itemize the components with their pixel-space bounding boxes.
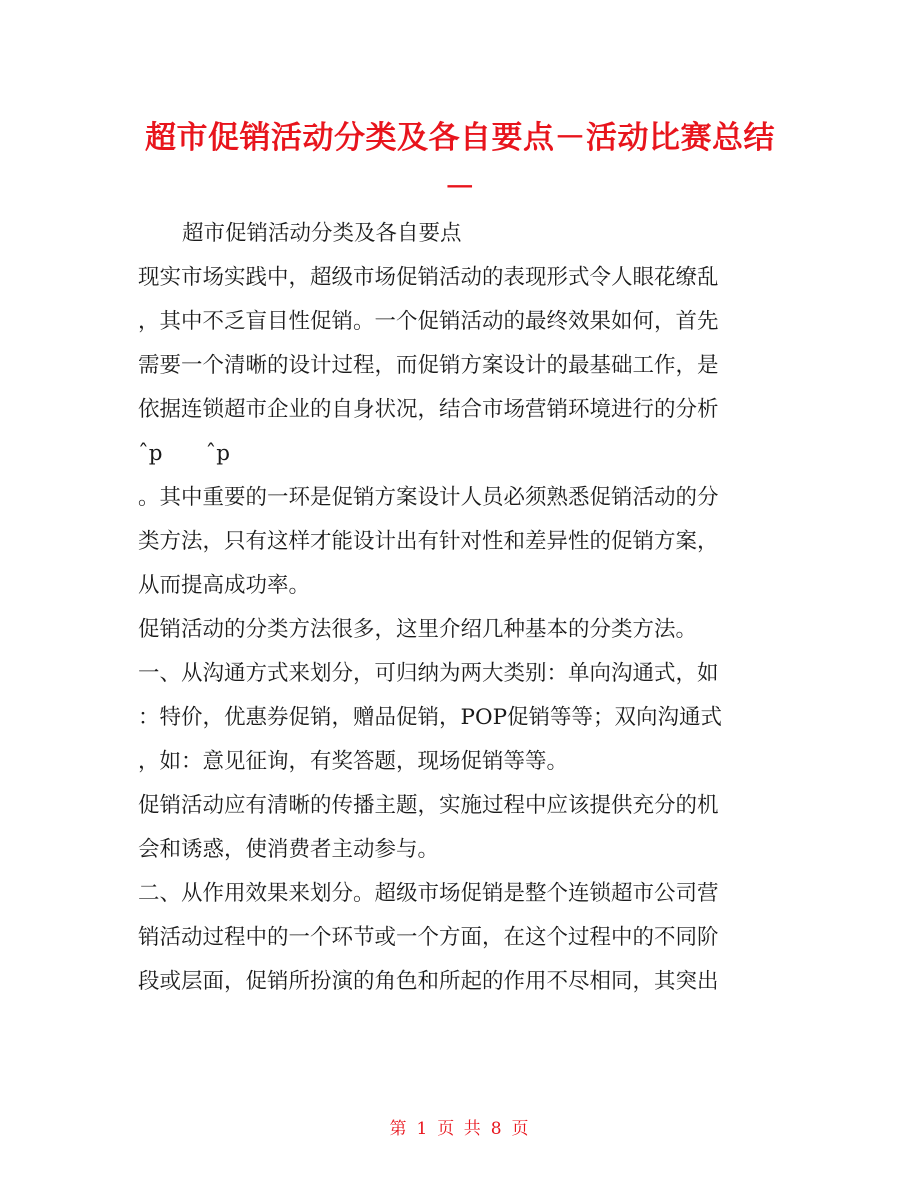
body-line: ，如：意见征询，有奖答题，现场促销等等。 <box>138 749 569 774</box>
body-line: 段或层面，促销所扮演的角色和所起的作用不尽相同，其突出 <box>138 969 719 994</box>
document-title: 超市促销活动分类及各自要点－活动比赛总结 <box>145 120 775 156</box>
body-line: 现实市场实践中，超级市场促销活动的表现形式令人眼花缭乱 <box>138 265 719 290</box>
body-line: ˆp ˆp <box>138 441 231 466</box>
body-line: 类方法，只有这样才能设计出有针对性和差异性的促销方案， <box>138 529 719 554</box>
footer-prefix: 第 <box>389 1119 409 1139</box>
body-line: 需要一个清晰的设计过程，而促销方案设计的最基础工作，是 <box>138 353 719 378</box>
footer-mid: 页 共 <box>437 1119 483 1139</box>
page-footer <box>0 1114 920 1139</box>
body-line: 销活动过程中的一个环节或一个方面，在这个过程中的不同阶 <box>138 925 719 950</box>
footer-total-pages: 8 <box>490 1119 504 1139</box>
document-title-continuation: － <box>444 170 476 206</box>
footer-suffix: 页 <box>511 1119 531 1139</box>
subtitle-line: 超市促销活动分类及各自要点 <box>182 221 462 246</box>
body-line: 二、从作用效果来划分。超级市场促销是整个连锁超市公司营 <box>138 881 719 906</box>
body-line: 会和诱惑，使消费者主动参与。 <box>138 837 440 862</box>
footer-page-number: 1 <box>416 1119 430 1139</box>
body-line: ，其中不乏盲目性促销。一个促销活动的最终效果如何，首先 <box>138 309 719 334</box>
body-line: 一、从沟通方式来划分，可归纳为两大类别：单向沟通式，如 <box>138 661 719 686</box>
body-line: 从而提高成功率。 <box>138 573 311 598</box>
body-line: ：特价，优惠券促销，赠品促销，POP促销等等；双向沟通式 <box>138 705 723 730</box>
body-line: 。其中重要的一环是促销方案设计人员必须熟悉促销活动的分 <box>138 485 719 510</box>
document-body <box>138 212 788 1004</box>
body-line: 促销活动的分类方法很多，这里介绍几种基本的分类方法。 <box>138 617 698 642</box>
body-line: 依据连锁超市企业的自身状况，结合市场营销环境进行的分析 <box>138 397 719 422</box>
body-line: 促销活动应有清晰的传播主题，实施过程中应该提供充分的机 <box>138 793 719 818</box>
